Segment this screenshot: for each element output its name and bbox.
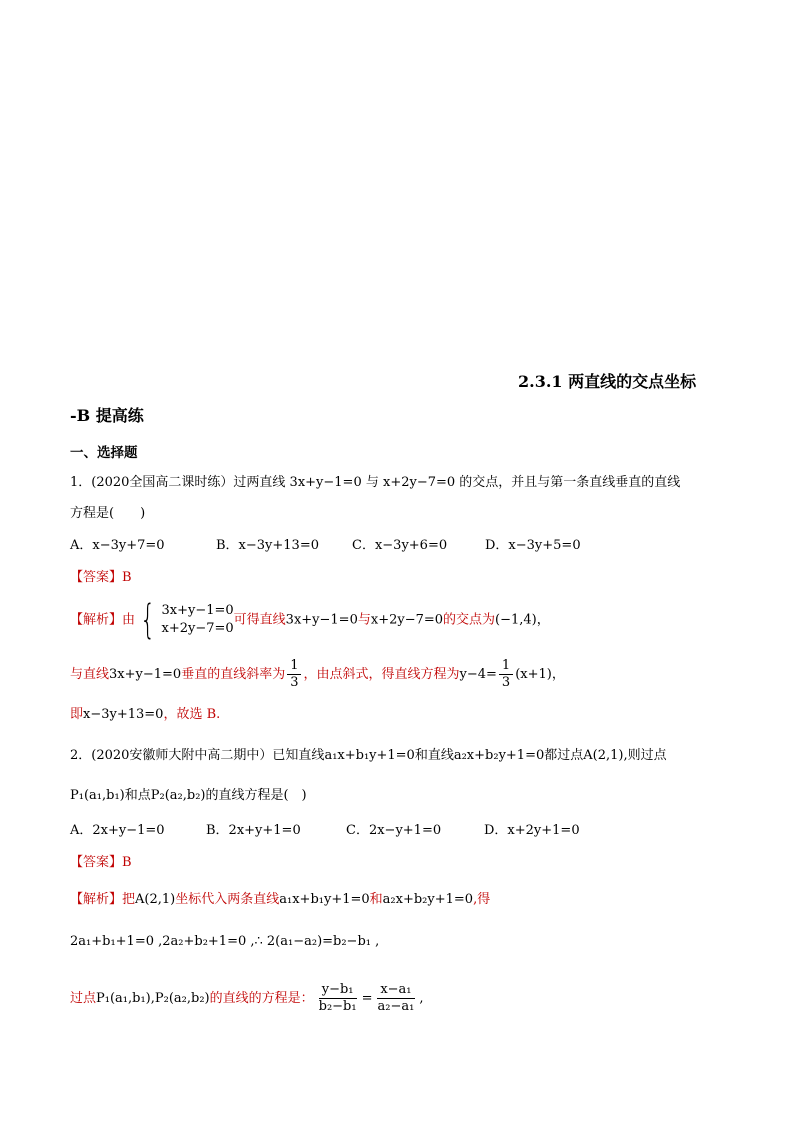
q2-option-c: C．2x−y+1=0 [346,823,442,838]
q1-a1-mid3: 的交点为 [443,612,496,628]
q2-stem-mid3: 和点 [124,788,151,803]
q2-b1-pre: 把 [122,892,136,907]
q1-answer-value: B [122,570,132,585]
fraction-denominator: 3 [501,675,511,690]
q1-a2-lhs: y−4= [459,667,497,682]
q1-system-row1: 3x+y−1=0 [161,603,234,618]
q2-stem-mid2: 都过点 [544,748,584,763]
fraction-numerator: 1 [499,658,513,675]
q1-a3-pre: 即 [70,707,84,722]
q1-option-c: C．x−3y+6=0 [352,538,448,553]
q2-stem-p2: P₂(a₂,b₂) [150,788,206,803]
q2-analysis-tag: 【解析】 [70,892,123,907]
fraction-denominator: a₂−a₁ [377,999,415,1014]
q2-stem-eq1: a₁x+b₁y+1=0 [324,748,415,763]
q2-stem-end: ,则过点 [623,748,667,763]
q2-fraction-left [316,982,360,1015]
q2-equals-sign: = [361,991,373,1006]
q1-system-row2: x+2y−7=0 [161,621,234,636]
q2-b1-point: A(2,1) [135,892,176,907]
q2-b1-end: ,得 [473,892,491,907]
q1-option-b: B．x−3y+13=0 [216,538,319,553]
q2-b1-mid2: 和 [369,892,383,907]
q2-b3-mid: 的直线的方程是： [209,991,314,1006]
q1-analysis-line1 [70,597,550,643]
q2-stem-line2 [70,786,307,806]
q1-answer-tag: 【答案】 [70,570,123,585]
section-heading: 一、选择题 [70,445,138,461]
fraction-denominator: 3 [290,675,299,690]
q1-line-fraction [499,658,513,691]
q2-stem-line1 [70,746,667,766]
q2-analysis-line3 [70,982,423,1015]
q1-answer [70,568,132,588]
q1-a1-end: ， [536,612,550,628]
q1-options [70,536,630,556]
q2-stem-mid: 和直线 [414,748,454,763]
q1-stem-line2: 方程是( ) [70,506,146,521]
q2-b3-pre: 过点 [70,991,97,1006]
q2-options [70,821,630,841]
q2-b1-eq1: a₁x+b₁y+1=0 [279,892,370,907]
q2-stem-end2: 的直线方程是( ) [205,788,307,803]
q2-option-d: D．x+2y+1=0 [484,823,580,838]
q1-a2-rhs: (x+1) [515,667,552,682]
q1-a3-end: ，故选 B. [163,707,221,722]
q1-option-a: A．x−3y+7=0 [70,538,165,553]
q1-a1-eq1: 3x+y−1=0 [285,612,358,628]
q2-analysis-line1 [70,890,490,910]
q1-a2-pre: 与直线 [70,667,110,682]
fraction-numerator: 1 [287,658,301,675]
q1-stem-line1: 1．(2020全国高二课时练）过两直线 3x+y−1=0 与 x+2y−7=0 的交点，并且与第一条直线垂直的直线 [70,475,681,490]
q1-a2-mid2: ，由点斜式，得直线方程为 [303,667,460,682]
q2-analysis-line2: 2a₁+b₁+1=0 ,2a₂+b₂+1=0 ,∴ 2(a₁−a₂)=b₂−b₁ , [70,934,380,949]
q2-option-b: B．2x+y+1=0 [206,823,301,838]
q1-slope-fraction [287,658,301,691]
fraction-denominator: b₂−b₁ [318,999,357,1014]
page-title: 2.3.1 两直线的交点坐标 [518,372,697,391]
level-heading: -B 提高练 [70,406,144,425]
q2-answer-tag: 【答案】 [70,855,123,870]
q2-b1-eq2: a₂x+b₂y+1=0 [382,892,474,907]
q1-analysis-line3 [70,705,220,725]
q1-a1-pre: 由 [122,612,136,628]
q1-option-d: D．x−3y+5=0 [485,538,581,553]
q2-stem-eq2: a₂x+b₂y+1=0 [453,748,545,763]
q2-b3-points: P₁(a₁,b₁),P₂(a₂,b₂) [96,991,210,1006]
fraction-numerator: x−a₁ [377,982,414,999]
q2-b3-end: , [419,991,424,1006]
q1-a1-point: (−1,4) [495,612,537,628]
fraction-numerator: y−b₁ [319,982,357,999]
q2-option-a: A．2x+y−1=0 [70,823,165,838]
q1-analysis-tag: 【解析】 [70,612,123,628]
q1-a3-eq: x−3y+13=0 [83,707,164,722]
q2-stem-p1: P₁(a₁,b₁) [70,788,125,803]
q1-equation-system [135,597,234,643]
q2-stem-point: A(2,1) [583,748,624,763]
q1-analysis-line2 [70,658,565,691]
left-brace-glyph: { [140,597,156,643]
q2-fraction-right [375,982,418,1015]
q1-a2-end: ， [551,667,565,682]
q1-a2-mid: 垂直的直线斜率为 [181,667,286,682]
q2-answer [70,853,132,873]
q1-a1-mid1: 可得直线 [233,612,286,628]
q2-stem-pre: 2．(2020安徽师大附中高二期中）已知直线 [70,748,325,763]
q2-answer-value: B [122,855,132,870]
q1-a1-eq2: x+2y−7=0 [370,612,444,628]
q1-a2-eq: 3x+y−1=0 [109,667,182,682]
q2-b1-mid: 坐标代入两条直线 [175,892,280,907]
q1-a1-mid2: 与 [357,612,371,628]
